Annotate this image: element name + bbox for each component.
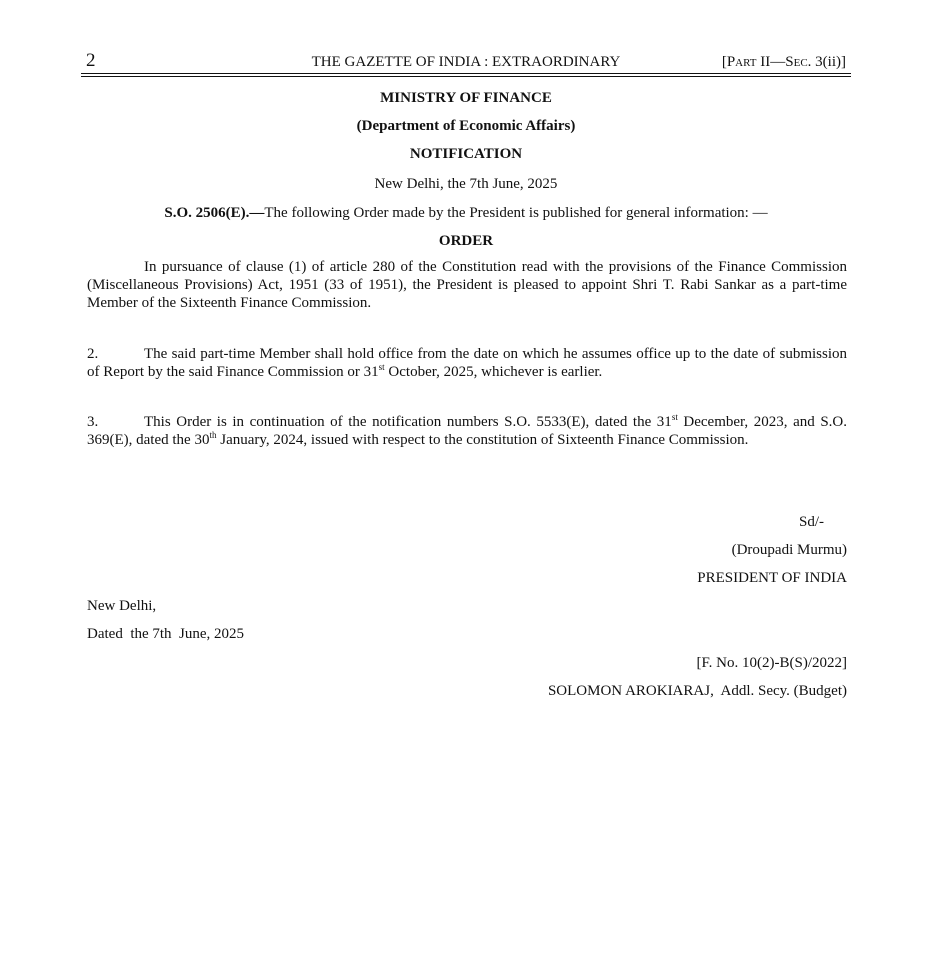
notification-heading: NOTIFICATION — [409, 146, 523, 162]
order-heading: ORDER — [438, 233, 494, 249]
page-number: 2 — [86, 50, 96, 71]
part-open: [P — [721, 54, 736, 70]
part-sc2: ec — [793, 54, 808, 70]
file-number: [F. No. 10(2)-B(S)/2022] — [696, 655, 847, 671]
part-close: . 3(ii)] — [807, 54, 846, 70]
so-number: S.O. 2506(E).— — [164, 205, 265, 221]
footer-place: New Delhi, — [87, 598, 157, 614]
signatory-name: (Droupadi Murmu) — [731, 542, 847, 558]
signatory-title: PRESIDENT OF INDIA — [697, 570, 847, 586]
paragraph-2-text-b: October, 2025, whichever is earlier. — [384, 364, 603, 380]
paragraph-3-text-a: This Order is in continuation of the notification numbers S.O. 5533(E), dated the 31 — [144, 414, 672, 430]
so-text: The following Order made by the President is published for general information: — — [264, 205, 768, 221]
paragraph-3-text-b: December, 2023, and S.O. 369(E), dated the 30 — [87, 414, 847, 448]
place-date-line: New Delhi, the 7th June, 2025 — [374, 176, 558, 192]
part-mid: II—S — [756, 54, 794, 70]
so-line — [81, 203, 851, 223]
department-heading: (Department of Economic Affairs) — [356, 118, 576, 134]
paragraph-3-sup-2: th — [209, 430, 217, 440]
part-sc1: art — [735, 54, 757, 70]
paragraph-2-number: 2. — [87, 346, 99, 362]
footer-dated: Dated the 7th June, 2025 — [87, 626, 245, 642]
ministry-heading: MINISTRY OF FINANCE — [380, 90, 552, 106]
part-section-label — [722, 52, 846, 72]
paragraph-3-text-c: January, 2024, issued with respect to the constitution of Sixteenth Finance Commission. — [216, 432, 749, 448]
paragraph-3-number: 3. — [87, 414, 99, 430]
header-rule-top — [81, 73, 851, 74]
gazette-header — [81, 50, 851, 72]
officer-signature: SOLOMON AROKIARAJ, Addl. Secy. (Budget) — [547, 683, 847, 699]
paragraph-3 — [87, 413, 847, 449]
paragraph-1-text: In pursuance of clause (1) of article 280 of the Constitution read with the provisions of the Finance Commission (Miscellaneous Provisions) Act, 1951 (33 of 1951), the President is pleased to appoint Shri T. Rabi Sankar as a part-time Member of the Sixteenth Finance Commission. — [87, 259, 847, 311]
paragraph-1 — [87, 258, 847, 312]
paragraph-2 — [87, 345, 847, 381]
paragraph-3-sup-1: st — [671, 412, 678, 422]
signature-sd: Sd/- — [798, 514, 824, 530]
paragraph-2-text-a: The said part-time Member shall hold office from the date on which he assumes office up to the date of submission of Report by the said Finance Commission or 31 — [87, 346, 847, 380]
header-rule-bottom — [81, 76, 851, 77]
paragraph-2-sup: st — [378, 362, 385, 372]
gazette-title: THE GAZETTE OF INDIA : EXTRAORDINARY — [311, 54, 621, 70]
